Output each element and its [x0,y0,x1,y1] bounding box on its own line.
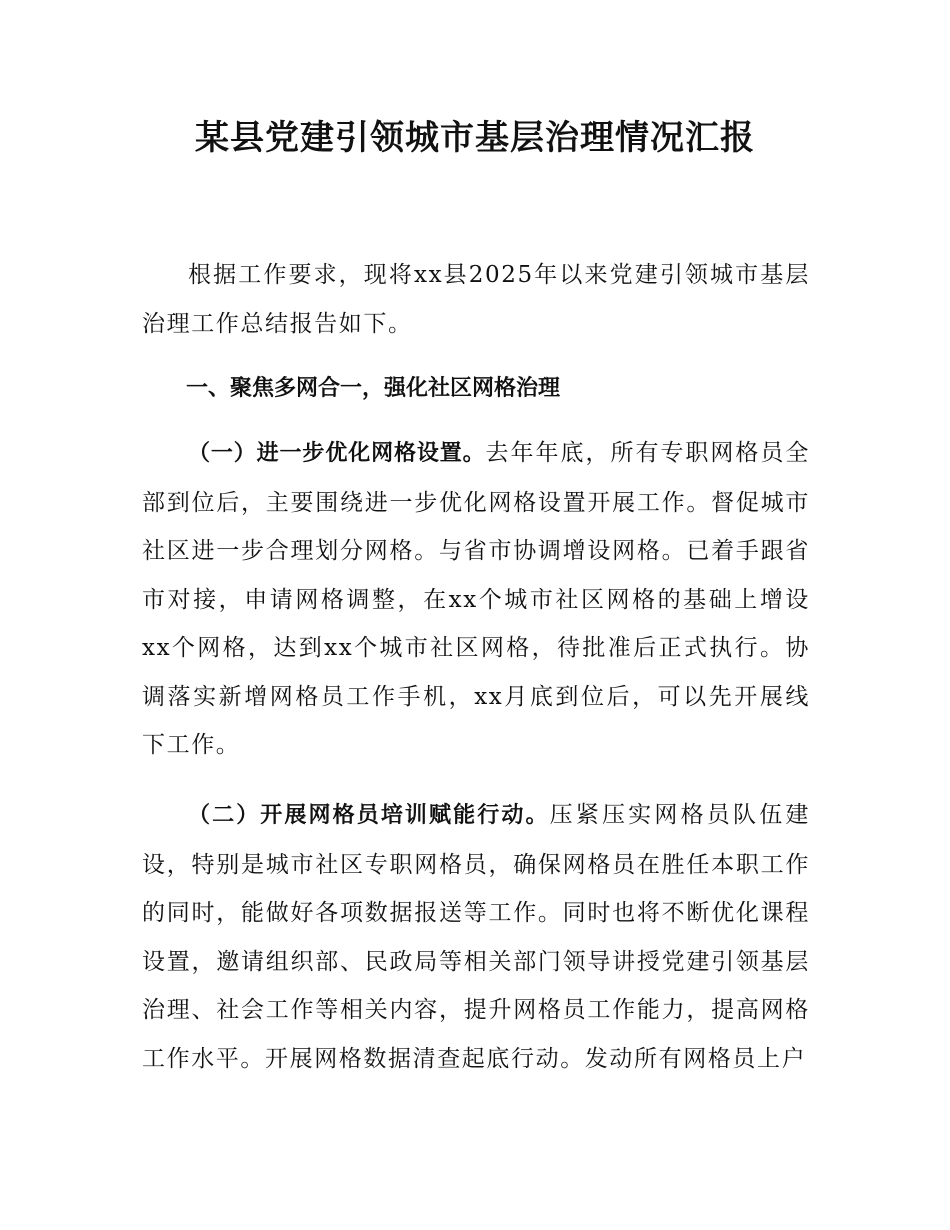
section-1-item-2-paragraph [142,791,810,1083]
document-title: 某县党建引领城市基层治理情况汇报 [195,118,755,158]
section-1-item-1-text: 去年年底，所有专职网格员全部到位后，主要围绕进一步优化网格设置开展工作。督促城市社区进一步合理划分网格。与省市协调增设网格。已着手跟省市对接，申请网格调整，在xx个城市社区网格的基础上增设xx个网格，达到xx个城市社区网格，待批准后正式执行。协调落实新增网格员工作手机，xx月底到位后，可以先开展线下工作。 [142,440,810,758]
section-1-item-1-paragraph [142,429,810,770]
intro-paragraph: 根据工作要求，现将xx县2025年以来党建引领城市基层治理工作总结报告如下。 [142,262,810,337]
section-1-item-2-lead: （二）开展网格员培训赋能行动。 [188,803,550,828]
section-1-item-2-text: 压紧压实网格员队伍建设，特别是城市社区专职网格员，确保网格员在胜任本职工作的同时，能做好各项数据报送等工作。同时也将不断优化课程设置，邀请组织部、民政局等相关部门领导讲授党建引领基层治理、社会工作等相关内容，提升网格员工作能力，提高网格工作水平。开展网格数据清查起底行动。发动所有网格员上户 [142,802,810,1072]
section-1-heading: 一、聚焦多网合一，强化社区网格治理 [186,376,561,401]
section-1-item-1-lead: （一）进一步优化网格设置。 [188,441,486,466]
